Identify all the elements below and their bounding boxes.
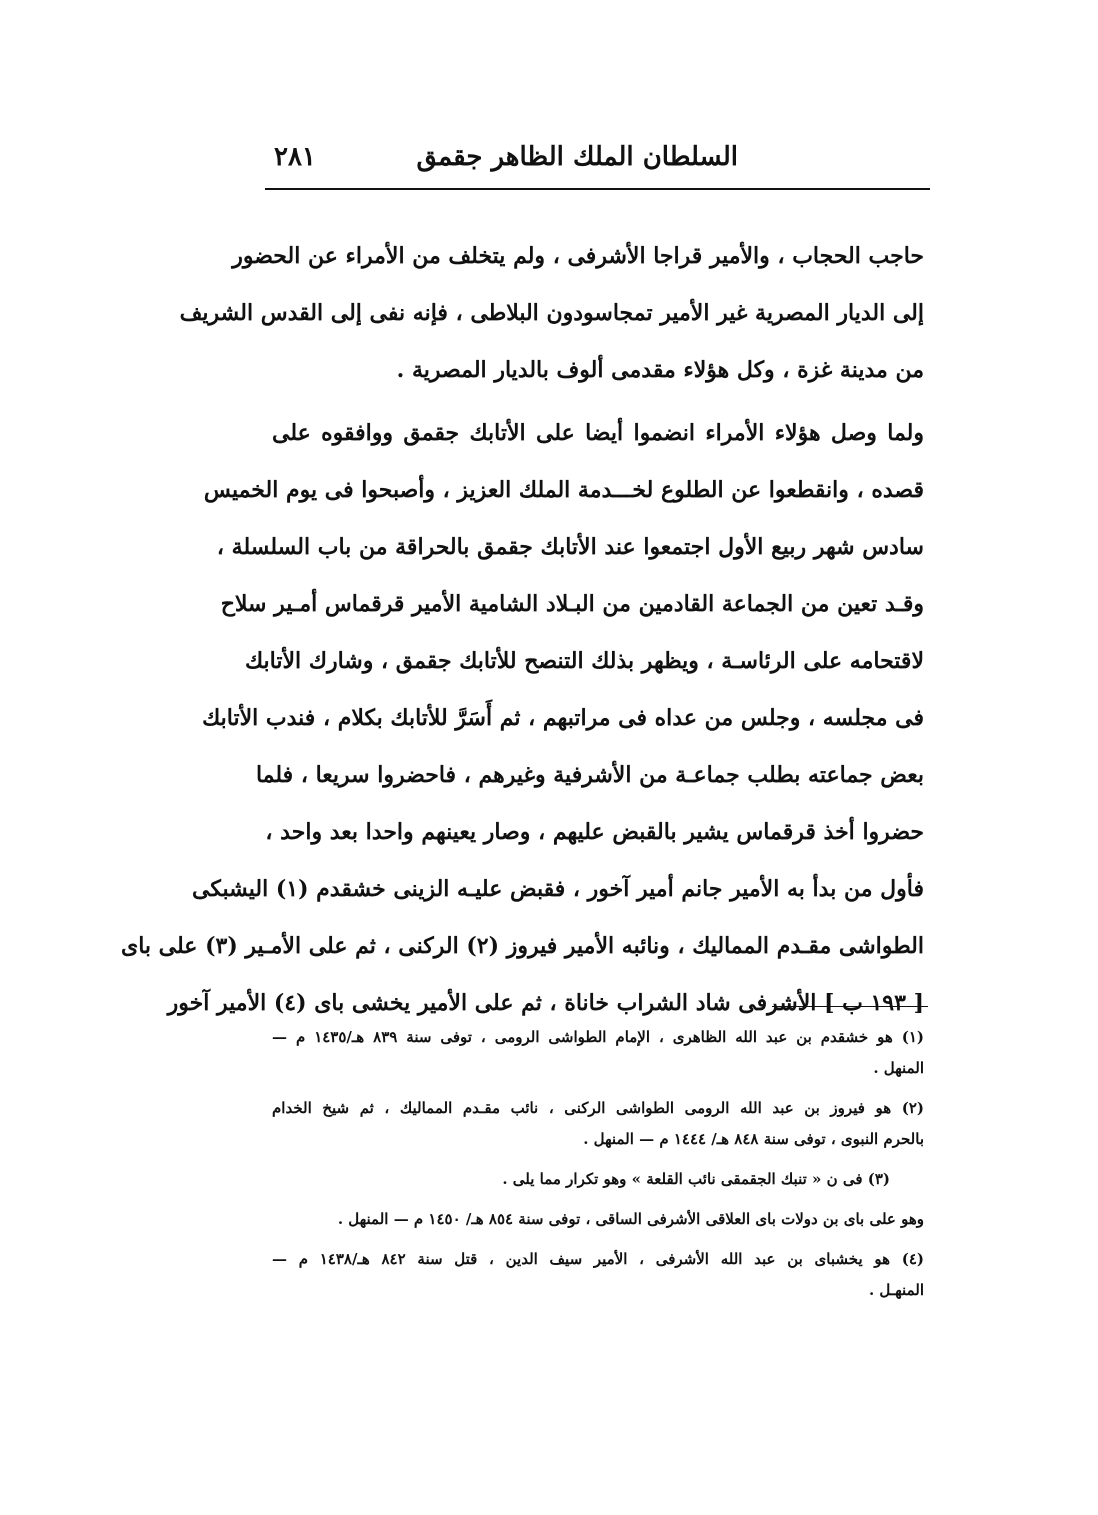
text-line: الطواشى مقـدم المماليك ، ونائبه الأمير فيروز (٢) الركنى ، ثم على الأمـير (٣) على باى bbox=[120, 933, 924, 959]
footnote-4: (٤) هو يخشباى بن عبد الله الأشرفى ، الأمير سيف الدين ، قتل سنة ٨٤٢ هـ/١٤٣٨ م — bbox=[272, 1250, 925, 1268]
footnote-2: (٢) هو فيروز بن عبد الله الرومى الطواشى الركنى ، نائب مقـدم المماليك ، ثم شيخ الخدام bbox=[272, 1099, 924, 1117]
footnote-1: (١) هو خشقدم بن عبد الله الظاهرى ، الإمام الطواشى الرومى ، توفى سنة ٨٣٩ هـ/١٤٣٥ م — bbox=[272, 1028, 924, 1046]
text-line: من مدينة غزة ، وكل هؤلاء مقدمى ألوف بالديار المصرية . bbox=[396, 357, 924, 383]
text-line: سادس شهر ربيع الأول اجتمعوا عند الأتابك جقمق بالحراقة من باب السلسلة ، bbox=[216, 534, 924, 560]
text-line: [ ١٩٣ ب ] الأشرفى شاد الشراب خاناة ، ثم على الأمير يخشى باى (٤) الأمير آخور bbox=[167, 990, 924, 1016]
footnote-4-cont: المنهـل . bbox=[868, 1281, 924, 1299]
text-line: قصده ، وانقطعوا عن الطلوع لخـــدمة الملك العزيز ، وأصبحوا فى يوم الخميس bbox=[203, 477, 924, 503]
text-line: ولما وصل هؤلاء الأمراء انضموا أيضا على الأتابك جقمق ووافقوه على bbox=[272, 420, 924, 446]
text-line: بعض جماعته بطلب جماعـة من الأشرفية وغيرهم ، فاحضروا سريعا ، فلما bbox=[255, 762, 924, 788]
page-header bbox=[268, 138, 928, 184]
footnote-gap bbox=[272, 1235, 924, 1244]
footnote-3-note: وهو على باى بن دولات باى العلاقى الأشرفى الساقى ، توفى سنة ٨٥٤ هـ/ ١٤٥٠ م — المنهل . bbox=[337, 1210, 924, 1228]
text-line: إلى الديار المصرية غير الأمير تمجاسودون البلاطى ، فإنه نفى إلى القدس الشريف bbox=[179, 300, 924, 326]
running-title: السلطان الملك الظاهر جقمق bbox=[416, 142, 738, 172]
main-text bbox=[120, 228, 924, 1032]
footnote-3: (٣) فى ن « تنبك الجقمقى نائب القلعة » وهو تكرار مما يلى . bbox=[502, 1170, 890, 1188]
text-line: لاقتحامه على الرئاسـة ، ويظهر بذلك التنصح للأتابك جقمق ، وشارك الأتابك bbox=[245, 648, 924, 674]
footnote-2-cont: بالحرم النبوى ، توفى سنة ٨٤٨ هـ/ ١٤٤٤ م — المنهل . bbox=[583, 1130, 924, 1148]
footnote-gap bbox=[272, 1195, 924, 1204]
footnote-gap bbox=[272, 1155, 924, 1164]
footnote-rule bbox=[772, 1006, 928, 1007]
footnote-1-cont: المنهل . bbox=[873, 1059, 924, 1077]
footnote-gap bbox=[272, 1084, 924, 1093]
text-line: حاجب الحجاب ، والأمير قراجا الأشرفى ، ولم يتخلف من الأمراء عن الحضور bbox=[232, 243, 924, 269]
header-rule bbox=[265, 188, 930, 190]
page-number: ٢٨١ bbox=[274, 142, 316, 172]
text-line: فأول من بدأ به الأمير جانم أمير آخور ، فقبض عليـه الزينى خشقدم (١) اليشبكى bbox=[191, 876, 924, 902]
text-line: حضروا أخذ قرقماس يشير بالقبض عليهم ، وصار يعينهم واحدا بعد واحد ، bbox=[265, 819, 924, 845]
text-line: وقـد تعين من الجماعة القادمين من البـلاد الشامية الأمير قرقماس أمـير سلاح bbox=[220, 591, 924, 617]
text-line: فى مجلسه ، وجلس من عداه فى مراتبهم ، ثم أَسَرَّ للأتابك بكلام ، فندب الأتابك bbox=[202, 705, 924, 731]
footnotes bbox=[272, 1022, 924, 1306]
